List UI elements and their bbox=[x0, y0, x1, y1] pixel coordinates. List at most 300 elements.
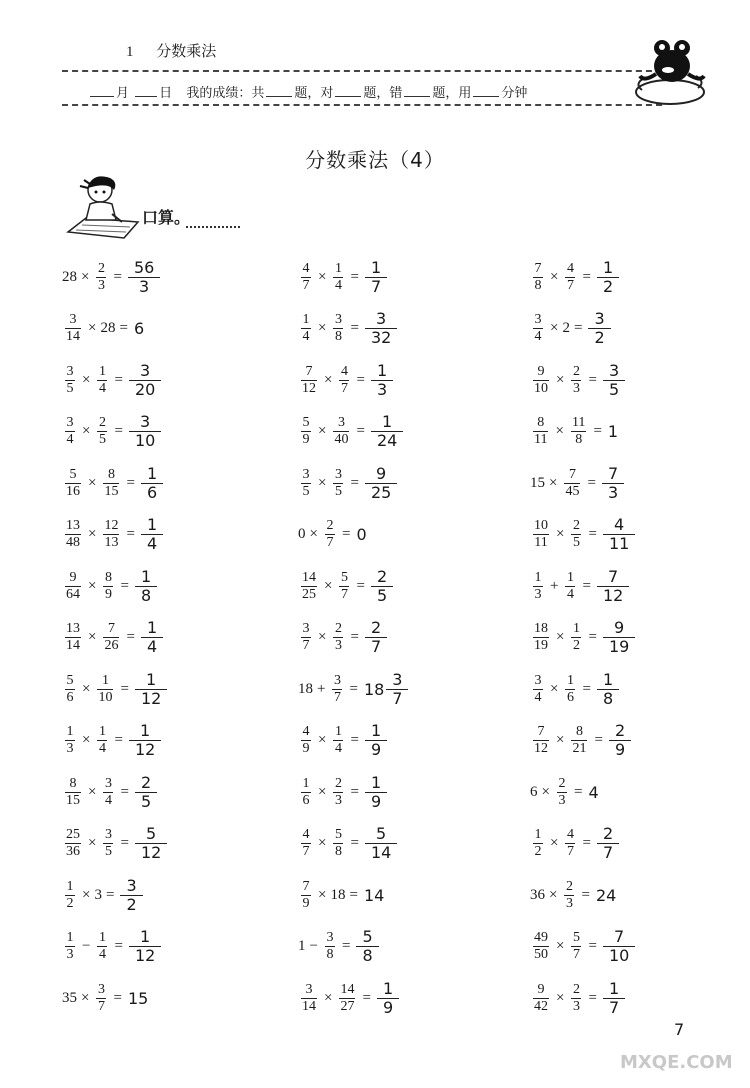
equals-sign: = bbox=[126, 629, 135, 645]
operand-fraction bbox=[565, 261, 575, 294]
denominator: 8 bbox=[534, 277, 542, 293]
denominator: 5 bbox=[140, 791, 152, 811]
answer-fraction bbox=[128, 259, 160, 296]
answer-number: 1 bbox=[607, 422, 619, 441]
denominator: 2 bbox=[66, 895, 74, 911]
numerator: 8 bbox=[69, 775, 77, 791]
denominator: 2 bbox=[534, 844, 542, 859]
denominator: 14 bbox=[370, 843, 392, 862]
denominator: 13 bbox=[104, 535, 119, 550]
equals-sign: = bbox=[582, 835, 591, 851]
operand-fraction bbox=[65, 570, 81, 603]
operand-fraction bbox=[301, 879, 311, 912]
answer-fraction bbox=[365, 310, 397, 347]
numerator: 1 bbox=[101, 672, 109, 688]
numerator: 56 bbox=[133, 257, 155, 277]
numerator: 3 bbox=[534, 672, 542, 688]
answer-number: 4 bbox=[588, 782, 599, 802]
equals-sign: = bbox=[119, 320, 128, 336]
operator: × bbox=[309, 526, 318, 542]
numerator: 14 bbox=[302, 569, 316, 585]
operator: × bbox=[556, 938, 565, 954]
numerator: 3 bbox=[326, 930, 334, 945]
numerator: 3 bbox=[140, 360, 151, 380]
problem-item bbox=[530, 819, 619, 869]
operand-number: 28 bbox=[100, 320, 116, 336]
denominator: 14 bbox=[66, 638, 80, 653]
denominator: 5 bbox=[66, 380, 74, 396]
numerator: 7 bbox=[614, 927, 625, 946]
answer-fraction bbox=[371, 413, 403, 450]
operand-fraction bbox=[565, 570, 575, 603]
numerator: 3 bbox=[608, 360, 620, 380]
denominator: 40 bbox=[334, 432, 349, 447]
denominator: 25 bbox=[302, 586, 316, 602]
numerator: 7 bbox=[534, 260, 542, 276]
operand-fraction bbox=[533, 261, 543, 294]
operand-fraction bbox=[533, 673, 543, 706]
denominator: 10 bbox=[134, 431, 156, 450]
numerator: 1 bbox=[566, 569, 574, 585]
wrong-blank bbox=[404, 84, 430, 97]
operand-fraction bbox=[325, 518, 335, 551]
equals-sign: = bbox=[581, 886, 590, 903]
answer-fraction bbox=[135, 774, 157, 811]
denominator: 4 bbox=[334, 277, 342, 293]
problem-item bbox=[62, 613, 163, 663]
denominator: 3 bbox=[565, 895, 573, 911]
numerator: 4 bbox=[302, 260, 310, 276]
operand-fraction bbox=[333, 467, 343, 500]
denominator: 6 bbox=[146, 482, 158, 502]
operand-number: 36 bbox=[530, 886, 545, 903]
operand-fraction bbox=[65, 827, 81, 860]
denominator: 14 bbox=[66, 329, 80, 344]
operand-fraction bbox=[97, 930, 107, 963]
operand-number: 0 bbox=[298, 526, 306, 542]
operand-fraction bbox=[339, 570, 349, 603]
problem-item bbox=[62, 407, 161, 457]
numerator: 3 bbox=[534, 312, 542, 327]
problem-item bbox=[298, 407, 403, 457]
operand-fraction bbox=[533, 312, 543, 345]
numerator: 1 bbox=[602, 669, 614, 689]
denominator: 7 bbox=[370, 276, 382, 296]
denominator: 5 bbox=[572, 535, 580, 550]
denominator: 7 bbox=[302, 638, 310, 653]
operand-fraction bbox=[533, 621, 549, 654]
numerator: 7 bbox=[608, 566, 619, 586]
numerator: 2 bbox=[614, 721, 626, 740]
operand-fraction bbox=[571, 982, 581, 1015]
denominator: 5 bbox=[608, 379, 620, 399]
denominator: 4 bbox=[104, 792, 112, 808]
denominator: 21 bbox=[572, 741, 587, 756]
denominator: 7 bbox=[392, 688, 403, 708]
denominator: 9 bbox=[104, 586, 112, 602]
operator: × bbox=[318, 835, 327, 851]
numerator: 9 bbox=[69, 569, 77, 585]
operand-fraction bbox=[332, 673, 342, 706]
numerator: 3 bbox=[126, 875, 137, 895]
operand-fraction bbox=[533, 570, 543, 603]
operator: × bbox=[82, 423, 91, 439]
denominator: 27 bbox=[340, 998, 355, 1014]
operand-number: 6 bbox=[530, 783, 538, 800]
equals-sign: = bbox=[341, 938, 351, 954]
answer-number: 14 bbox=[363, 885, 385, 905]
numerator: 2 bbox=[558, 775, 566, 791]
numerator: 3 bbox=[302, 466, 310, 482]
problem-item bbox=[298, 355, 393, 405]
denominator: 8 bbox=[140, 585, 152, 605]
time-blank bbox=[473, 84, 499, 97]
operand-fraction bbox=[339, 982, 355, 1015]
operand-fraction bbox=[325, 930, 335, 963]
equals-sign: = bbox=[573, 320, 583, 336]
numerator: 7 bbox=[568, 466, 576, 482]
denominator: 4 bbox=[66, 432, 74, 447]
operand-fraction bbox=[533, 518, 549, 551]
numerator: 8 bbox=[537, 415, 545, 430]
problem-item bbox=[530, 407, 618, 457]
operator: × bbox=[318, 886, 327, 903]
numerator: 2 bbox=[572, 518, 580, 533]
operand-fraction bbox=[103, 467, 119, 500]
numerator: 9 bbox=[614, 618, 625, 637]
denominator: 2 bbox=[602, 276, 614, 296]
numerator: 5 bbox=[340, 569, 348, 585]
operand-fraction bbox=[301, 982, 317, 1015]
answer-fraction bbox=[597, 671, 619, 708]
operand-fraction bbox=[339, 364, 349, 397]
numerator: 1 bbox=[534, 569, 542, 585]
denominator: 3 bbox=[97, 277, 105, 293]
operator: × bbox=[82, 371, 91, 388]
denominator: 9 bbox=[614, 740, 626, 759]
operator: × bbox=[318, 268, 327, 285]
denominator: 9 bbox=[382, 997, 394, 1017]
operand-fraction bbox=[333, 261, 343, 294]
numerator: 3 bbox=[392, 669, 403, 689]
denominator: 5 bbox=[334, 483, 342, 499]
answer-fraction bbox=[135, 568, 157, 605]
equals-sign: = bbox=[113, 989, 122, 1006]
problem-item bbox=[530, 716, 631, 766]
operand-fraction bbox=[103, 621, 119, 654]
denominator: 4 bbox=[334, 741, 342, 756]
equals-sign: = bbox=[350, 783, 359, 800]
operand-fraction bbox=[571, 415, 586, 448]
score-label-correct: 题，对 bbox=[294, 86, 334, 101]
child-writing-icon bbox=[66, 170, 140, 240]
operand-fraction bbox=[564, 879, 574, 912]
operand-fraction bbox=[571, 930, 581, 963]
answer-fraction bbox=[377, 980, 399, 1017]
numerator: 1 bbox=[140, 566, 152, 586]
operand-fraction bbox=[103, 518, 119, 551]
denominator: 6 bbox=[66, 689, 74, 705]
answer-fraction bbox=[365, 825, 397, 862]
answer-fraction bbox=[371, 568, 393, 605]
equals-sign: = bbox=[356, 423, 365, 439]
numerator: 1 bbox=[566, 672, 574, 688]
numerator: 1 bbox=[370, 721, 382, 740]
operand-fraction bbox=[301, 261, 311, 294]
problem-item bbox=[530, 458, 624, 508]
denominator: 7 bbox=[302, 277, 310, 293]
operator: × bbox=[88, 629, 97, 645]
denominator: 12 bbox=[140, 843, 162, 862]
denominator: 10 bbox=[534, 380, 548, 396]
numerator: 14 bbox=[340, 981, 355, 997]
denominator: 4 bbox=[98, 947, 106, 962]
operator: × bbox=[318, 629, 327, 645]
equals-sign: = bbox=[588, 371, 597, 388]
denominator: 4 bbox=[534, 329, 542, 344]
numerator: 13 bbox=[66, 518, 80, 533]
numerator: 1 bbox=[302, 312, 310, 327]
numerator: 7 bbox=[607, 463, 619, 483]
equals-sign: = bbox=[114, 732, 123, 748]
answer-fraction bbox=[129, 413, 161, 450]
numerator: 2 bbox=[370, 618, 382, 637]
answer-fraction bbox=[371, 362, 393, 399]
operand-fraction bbox=[533, 364, 549, 397]
score-row bbox=[88, 82, 527, 101]
denominator: 25 bbox=[370, 482, 392, 502]
operand-fraction bbox=[65, 312, 81, 345]
numerator: 1 bbox=[302, 775, 310, 791]
numerator: 1 bbox=[146, 515, 158, 534]
answer-number: 6 bbox=[133, 319, 145, 338]
numerator: 2 bbox=[376, 566, 388, 586]
numerator: 1 bbox=[66, 930, 74, 945]
denominator: 2 bbox=[594, 328, 605, 347]
answer-number: 24 bbox=[595, 885, 617, 905]
operand-fraction bbox=[301, 724, 311, 757]
numerator: 5 bbox=[66, 672, 74, 688]
denominator: 9 bbox=[370, 791, 382, 811]
operand-fraction bbox=[564, 467, 580, 500]
problem-item bbox=[530, 355, 625, 405]
denominator: 16 bbox=[66, 483, 80, 499]
numerator: 1 bbox=[382, 412, 393, 431]
denominator: 2 bbox=[572, 638, 580, 653]
equals-sign: = bbox=[350, 732, 359, 748]
operand-fraction bbox=[533, 415, 548, 448]
numerator: 1 bbox=[370, 257, 382, 277]
numerator: 7 bbox=[537, 724, 545, 739]
numerator: 5 bbox=[69, 466, 77, 482]
denominator: 7 bbox=[602, 843, 614, 862]
denominator: 8 bbox=[575, 432, 583, 447]
day-blank bbox=[135, 84, 157, 97]
numerator: 1 bbox=[66, 878, 74, 894]
denominator: 3 bbox=[558, 792, 566, 808]
denominator: 4 bbox=[146, 534, 158, 553]
operand-number: 18 bbox=[298, 680, 313, 697]
problem-item bbox=[530, 664, 619, 714]
denominator: 14 bbox=[302, 998, 316, 1014]
operator: × bbox=[82, 886, 91, 903]
denominator: 11 bbox=[534, 432, 548, 447]
denominator: 7 bbox=[566, 277, 574, 293]
watermark: MXQE.COM bbox=[620, 1052, 733, 1073]
operand-number: 15 bbox=[530, 474, 545, 491]
problem-item bbox=[530, 304, 611, 354]
operator: × bbox=[318, 320, 327, 336]
numerator: 1 bbox=[370, 772, 382, 792]
answer-fraction bbox=[135, 671, 167, 708]
equals-sign: = bbox=[114, 371, 123, 388]
denominator: 50 bbox=[534, 947, 548, 962]
unit-number: 1 bbox=[126, 44, 134, 60]
operator: × bbox=[88, 320, 97, 336]
operand-fraction bbox=[565, 673, 575, 706]
numerator: 2 bbox=[572, 981, 580, 997]
numerator: 7 bbox=[305, 363, 313, 379]
equals-sign: = bbox=[594, 732, 603, 748]
problem-item bbox=[62, 561, 157, 611]
operator: × bbox=[88, 577, 97, 594]
problem-item bbox=[298, 561, 393, 611]
equals-sign: = bbox=[350, 629, 359, 645]
operand-fraction bbox=[97, 415, 107, 448]
numerator: 1 bbox=[146, 669, 157, 689]
operand-number: 1 bbox=[298, 938, 306, 954]
operator: × bbox=[88, 526, 97, 542]
denominator: 3 bbox=[572, 998, 580, 1014]
problem-item bbox=[530, 613, 635, 663]
problem-item bbox=[62, 819, 167, 869]
numerator: 3 bbox=[104, 775, 112, 791]
answer-fraction bbox=[365, 722, 387, 759]
equals-sign: = bbox=[356, 577, 365, 594]
numerator: 5 bbox=[362, 927, 373, 946]
numerator: 1 bbox=[140, 721, 151, 740]
answer-number: 15 bbox=[127, 988, 149, 1008]
operand-fraction bbox=[97, 724, 107, 757]
problem-item bbox=[62, 870, 143, 920]
denominator: 4 bbox=[534, 689, 542, 705]
denominator: 12 bbox=[302, 380, 316, 396]
denominator: 7 bbox=[572, 947, 580, 962]
equals-sign: = bbox=[105, 886, 115, 903]
denominator: 45 bbox=[565, 483, 580, 499]
denominator: 7 bbox=[97, 998, 105, 1014]
denominator: 32 bbox=[370, 328, 392, 347]
problem-item bbox=[62, 252, 160, 302]
operand-fraction bbox=[65, 673, 75, 706]
operator: × bbox=[88, 835, 97, 851]
denominator: 8 bbox=[362, 946, 373, 965]
numerator: 9 bbox=[537, 363, 545, 379]
operand-fraction bbox=[103, 776, 113, 809]
operator: × bbox=[81, 268, 90, 285]
operator: × bbox=[549, 474, 558, 491]
operand-number: 28 bbox=[62, 268, 77, 285]
numerator: 3 bbox=[66, 415, 74, 430]
operator: × bbox=[88, 474, 97, 491]
operand-fraction bbox=[103, 570, 113, 603]
numerator: 8 bbox=[104, 569, 112, 585]
answer-fraction bbox=[365, 465, 397, 502]
operator: × bbox=[550, 320, 559, 336]
denominator: 12 bbox=[140, 688, 162, 708]
numerator: 1 bbox=[334, 724, 342, 739]
equals-sign: = bbox=[588, 938, 597, 954]
denominator: 64 bbox=[66, 586, 80, 602]
numerator: 2 bbox=[326, 518, 334, 533]
operand-fraction bbox=[65, 364, 75, 397]
numerator: 49 bbox=[534, 930, 548, 945]
operand-fraction bbox=[97, 673, 113, 706]
operand-fraction bbox=[65, 724, 75, 757]
section-label-underline bbox=[186, 226, 240, 228]
numerator: 1 bbox=[382, 978, 394, 998]
denominator: 26 bbox=[104, 638, 119, 653]
equals-sign: = bbox=[350, 268, 359, 285]
operator: × bbox=[556, 732, 565, 748]
problem-item bbox=[62, 716, 161, 766]
equals-sign: = bbox=[573, 783, 583, 800]
numerator: 4 bbox=[302, 724, 310, 739]
denominator: 3 bbox=[534, 586, 542, 602]
numerator: 12 bbox=[104, 518, 119, 533]
denominator: 10 bbox=[608, 946, 630, 965]
correct-blank bbox=[335, 84, 361, 97]
problem-item bbox=[62, 355, 161, 405]
equals-sign: = bbox=[126, 474, 135, 491]
numerator: 18 bbox=[534, 621, 548, 636]
numerator: 25 bbox=[66, 827, 80, 842]
operator: × bbox=[318, 474, 327, 491]
answer-fraction bbox=[603, 928, 635, 965]
denominator: 19 bbox=[534, 638, 548, 653]
numerator: 3 bbox=[337, 415, 345, 430]
operand-fraction bbox=[103, 827, 113, 860]
numerator: 3 bbox=[594, 309, 605, 328]
problem-item bbox=[530, 510, 635, 560]
numerator: 3 bbox=[334, 466, 342, 482]
numerator: 3 bbox=[66, 363, 74, 379]
denominator: 3 bbox=[607, 482, 619, 502]
answer-number: 0 bbox=[356, 525, 367, 544]
denominator: 8 bbox=[602, 688, 614, 708]
problem-item bbox=[530, 561, 629, 611]
equals-sign: = bbox=[588, 629, 597, 645]
numerator: 2 bbox=[602, 824, 614, 843]
equals-sign: = bbox=[350, 320, 359, 336]
problem-item bbox=[530, 973, 625, 1023]
numerator: 3 bbox=[97, 981, 105, 997]
operator: × bbox=[549, 886, 558, 903]
operand-fraction bbox=[533, 930, 549, 963]
answer-fraction bbox=[141, 516, 163, 553]
operand-number: 3 bbox=[94, 886, 102, 903]
equals-sign: = bbox=[120, 783, 129, 800]
operand-fraction bbox=[557, 776, 567, 809]
problem-item bbox=[62, 304, 144, 354]
operand-number: 18 bbox=[330, 886, 346, 903]
denominator: 42 bbox=[534, 998, 548, 1014]
denominator: 15 bbox=[104, 483, 119, 499]
denominator: 9 bbox=[302, 741, 310, 756]
operator: × bbox=[82, 732, 91, 748]
operand-fraction bbox=[571, 724, 587, 757]
answer-fraction bbox=[588, 310, 610, 347]
